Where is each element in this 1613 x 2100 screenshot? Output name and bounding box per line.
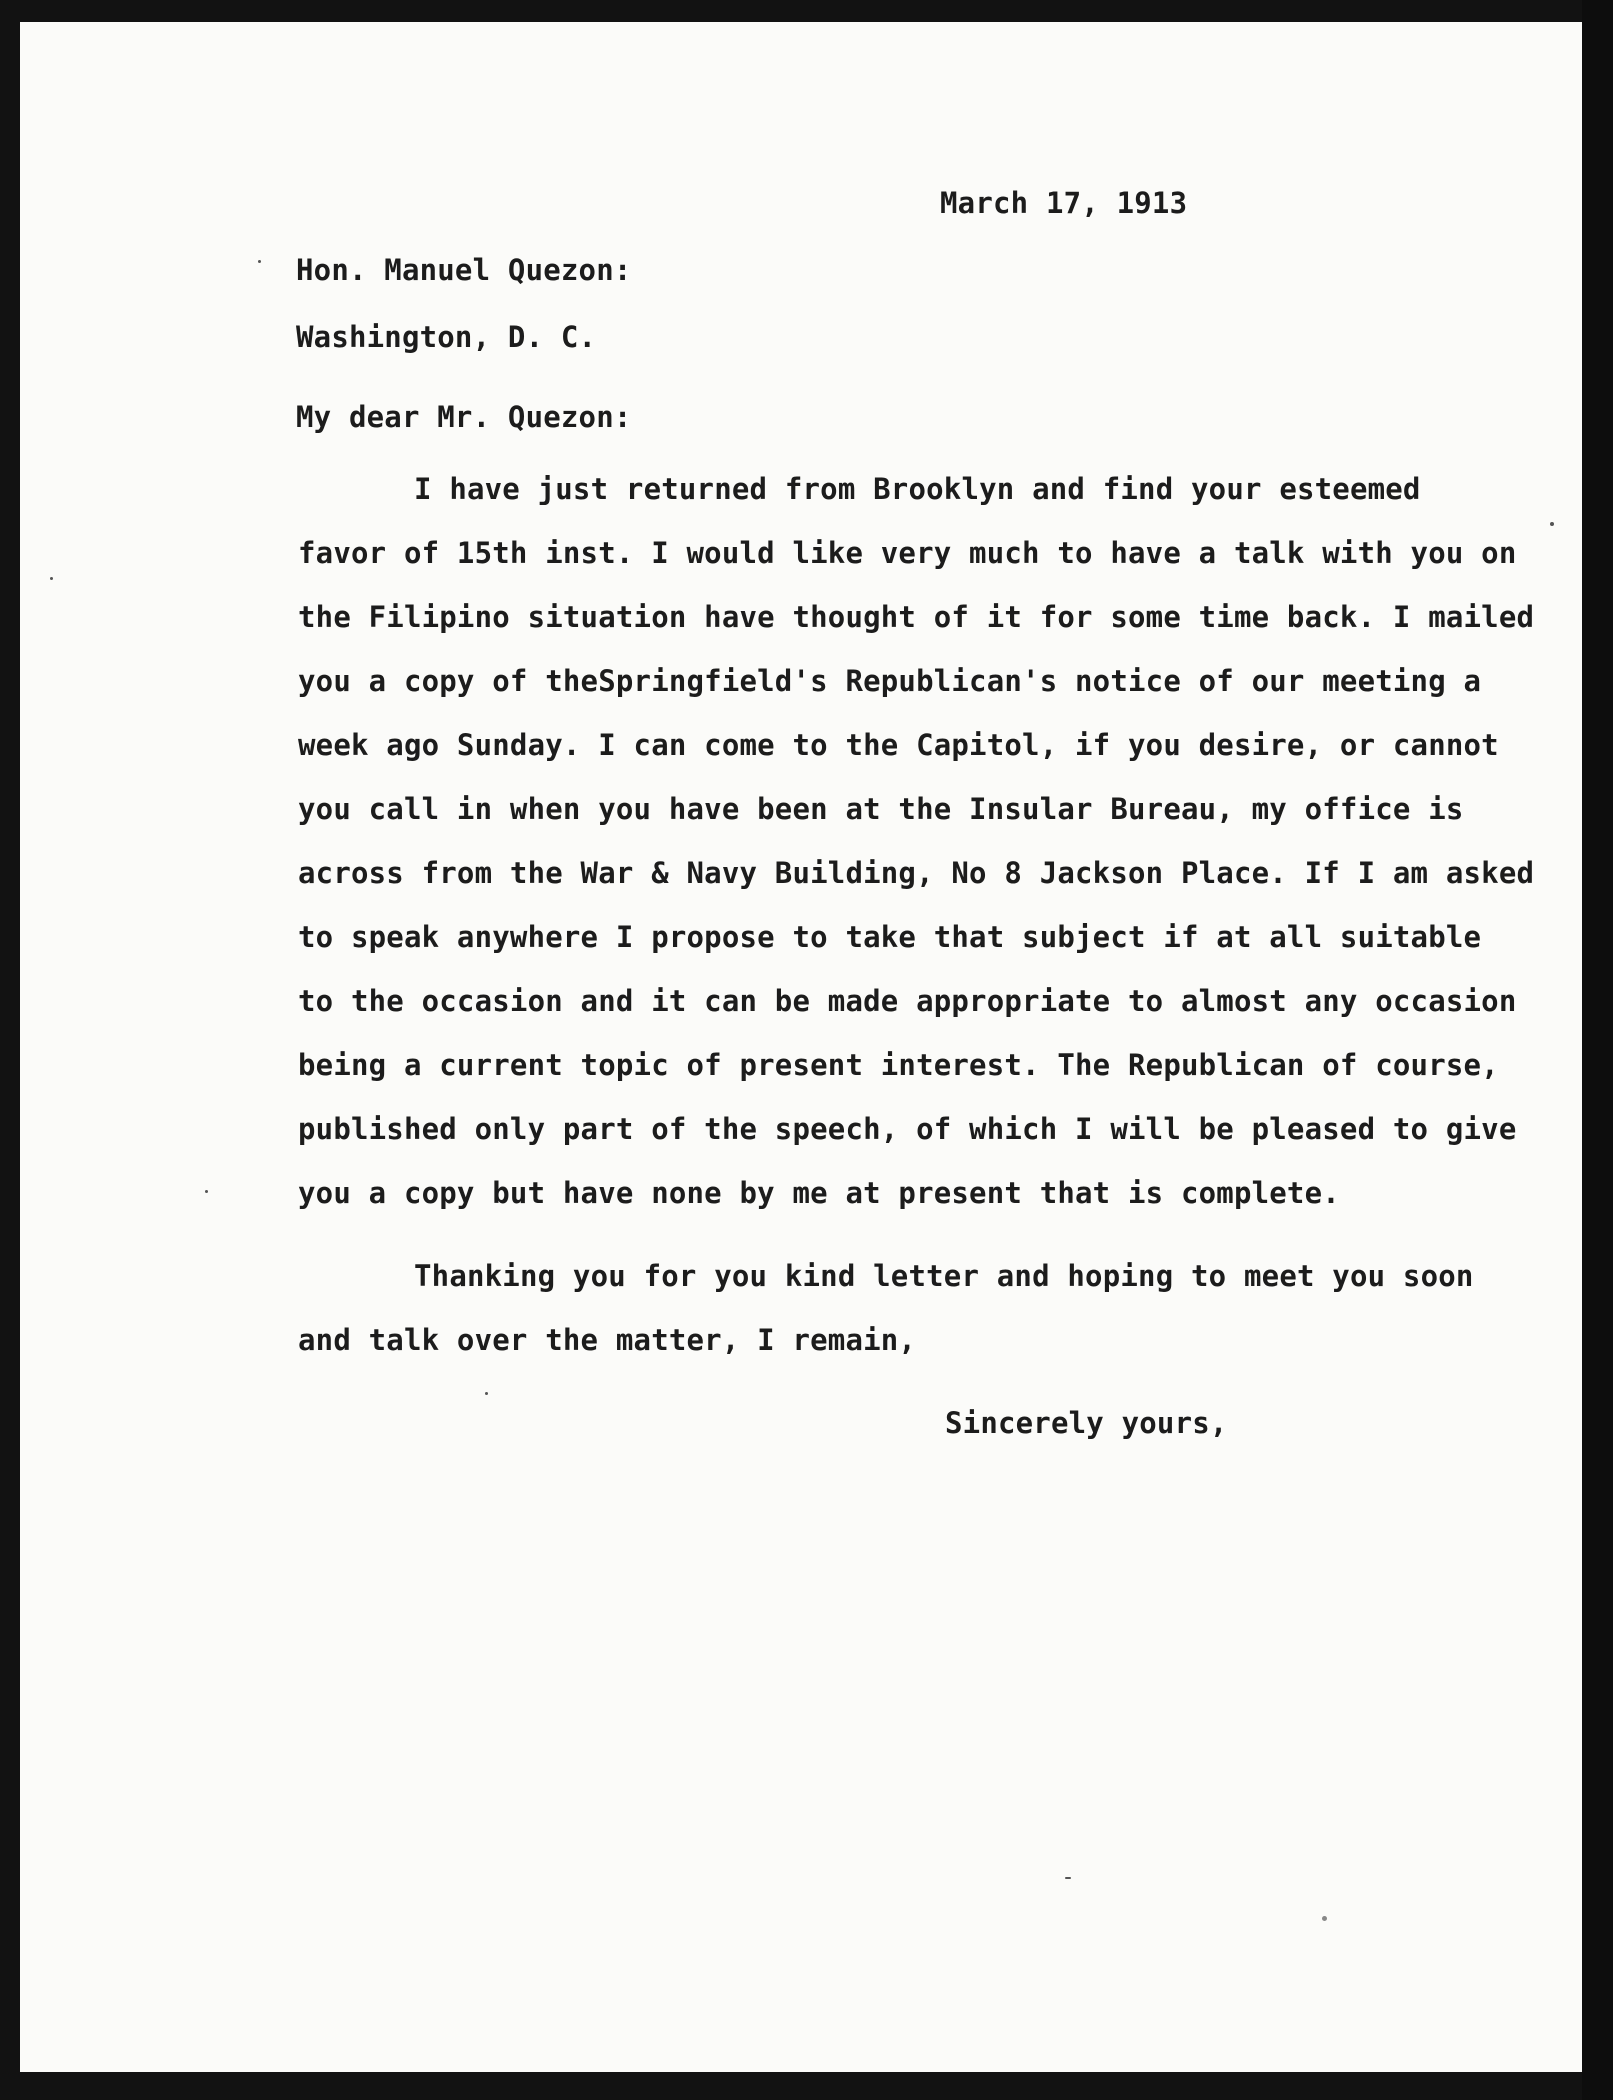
body-line: you a copy but have none by me at present that is complete. [298,1176,1340,1210]
scan-right-edge [1582,0,1613,2100]
salutation: My dear Mr. Quezon: [296,400,632,434]
body-line: you a copy of theSpringfield's Republican's notice of our meeting a [298,664,1482,698]
body-line: week ago Sunday. I can come to the Capitol, if you desire, or cannot [298,728,1499,762]
body-line: and talk over the matter, I remain, [298,1323,917,1357]
body-line: being a current topic of present interest. The Republican of course, [298,1048,1499,1082]
body-line: the Filipino situation have thought of it for some time back. I mailed [298,600,1535,634]
body-line: you call in when you have been at the Insular Bureau, my office is [298,792,1464,826]
body-line: Thanking you for you kind letter and hoping to meet you soon [414,1259,1474,1293]
letter-body-paragraph-1 [298,457,1535,1225]
letter-date: March 17, 1913 [940,186,1188,220]
scan-speck [1065,1877,1071,1879]
recipient-address: Washington, D. C. [296,320,597,354]
closing-signoff: Sincerely yours, [945,1406,1228,1440]
scan-speck [258,260,261,263]
scan-speck [485,1392,488,1395]
body-line: to speak anywhere I propose to take that subject if at all suitable [298,920,1482,954]
scan-speck [205,1190,208,1193]
body-line: I have just returned from Brooklyn and find your esteemed [414,472,1421,506]
body-line: published only part of the speech, of which I will be pleased to give [298,1112,1517,1146]
scan-speck [1550,522,1554,526]
scan-speck [50,577,53,580]
recipient-name: Hon. Manuel Quezon: [296,253,632,287]
letter-body-paragraph-2 [298,1244,1474,1372]
body-line: favor of 15th inst. I would like very much to have a talk with you on [298,536,1517,570]
scan-speck [1322,1916,1327,1921]
body-line: across from the War & Navy Building, No 8 Jackson Place. If I am asked [298,856,1535,890]
body-line: to the occasion and it can be made appropriate to almost any occasion [298,984,1517,1018]
